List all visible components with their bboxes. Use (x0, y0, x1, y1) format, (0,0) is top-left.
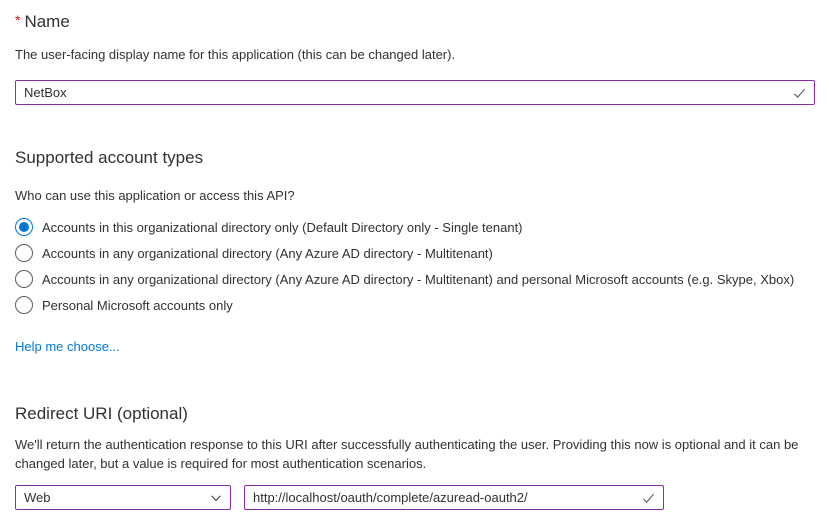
name-section-label (15, 9, 815, 33)
radio-button-icon (15, 244, 33, 262)
radio-button-icon (15, 296, 33, 314)
help-me-choose-link[interactable]: Help me choose... (15, 339, 120, 354)
name-input-box (15, 80, 815, 105)
radio-option-label: Accounts in any organizational directory (Any Azure AD directory - Multitenant) and personal Microsoft accounts (e.g. Skype, Xbox) (42, 271, 795, 287)
radio-button-icon (15, 270, 33, 288)
account-type-options (15, 214, 815, 318)
name-description: The user-facing display name for this application (this can be changed later). (15, 47, 456, 62)
redirect-uri-row (15, 485, 815, 510)
platform-select-value: Web (24, 490, 51, 505)
check-icon (792, 85, 807, 100)
platform-select[interactable] (15, 485, 231, 510)
redirect-uri-input[interactable] (245, 486, 663, 509)
redirect-uri-description: We'll return the authentication response to this URI after successfully authenticating the user. Providing this now is optional and it can be changed later, but a value is required for most authentication scenarios. (15, 437, 799, 471)
radio-option-2[interactable] (15, 266, 815, 292)
name-heading: Name (24, 12, 70, 31)
name-input[interactable] (16, 81, 814, 104)
account-types-question: Who can use this application or access this API? (15, 188, 295, 203)
chevron-down-icon (209, 491, 223, 505)
required-asterisk: * (15, 12, 21, 28)
radio-option-0[interactable] (15, 214, 815, 240)
redirect-uri-heading: Redirect URI (optional) (15, 404, 188, 423)
radio-button-icon (15, 218, 33, 236)
check-icon (641, 490, 656, 505)
radio-option-1[interactable] (15, 240, 815, 266)
radio-option-label: Accounts in any organizational directory (Any Azure AD directory - Multitenant) (42, 245, 493, 261)
radio-option-3[interactable] (15, 292, 815, 318)
radio-option-label: Accounts in this organizational directory only (Default Directory only - Single tenant) (42, 219, 523, 235)
radio-option-label: Personal Microsoft accounts only (42, 297, 233, 313)
redirect-uri-input-box (244, 485, 664, 510)
account-types-heading: Supported account types (15, 148, 204, 167)
